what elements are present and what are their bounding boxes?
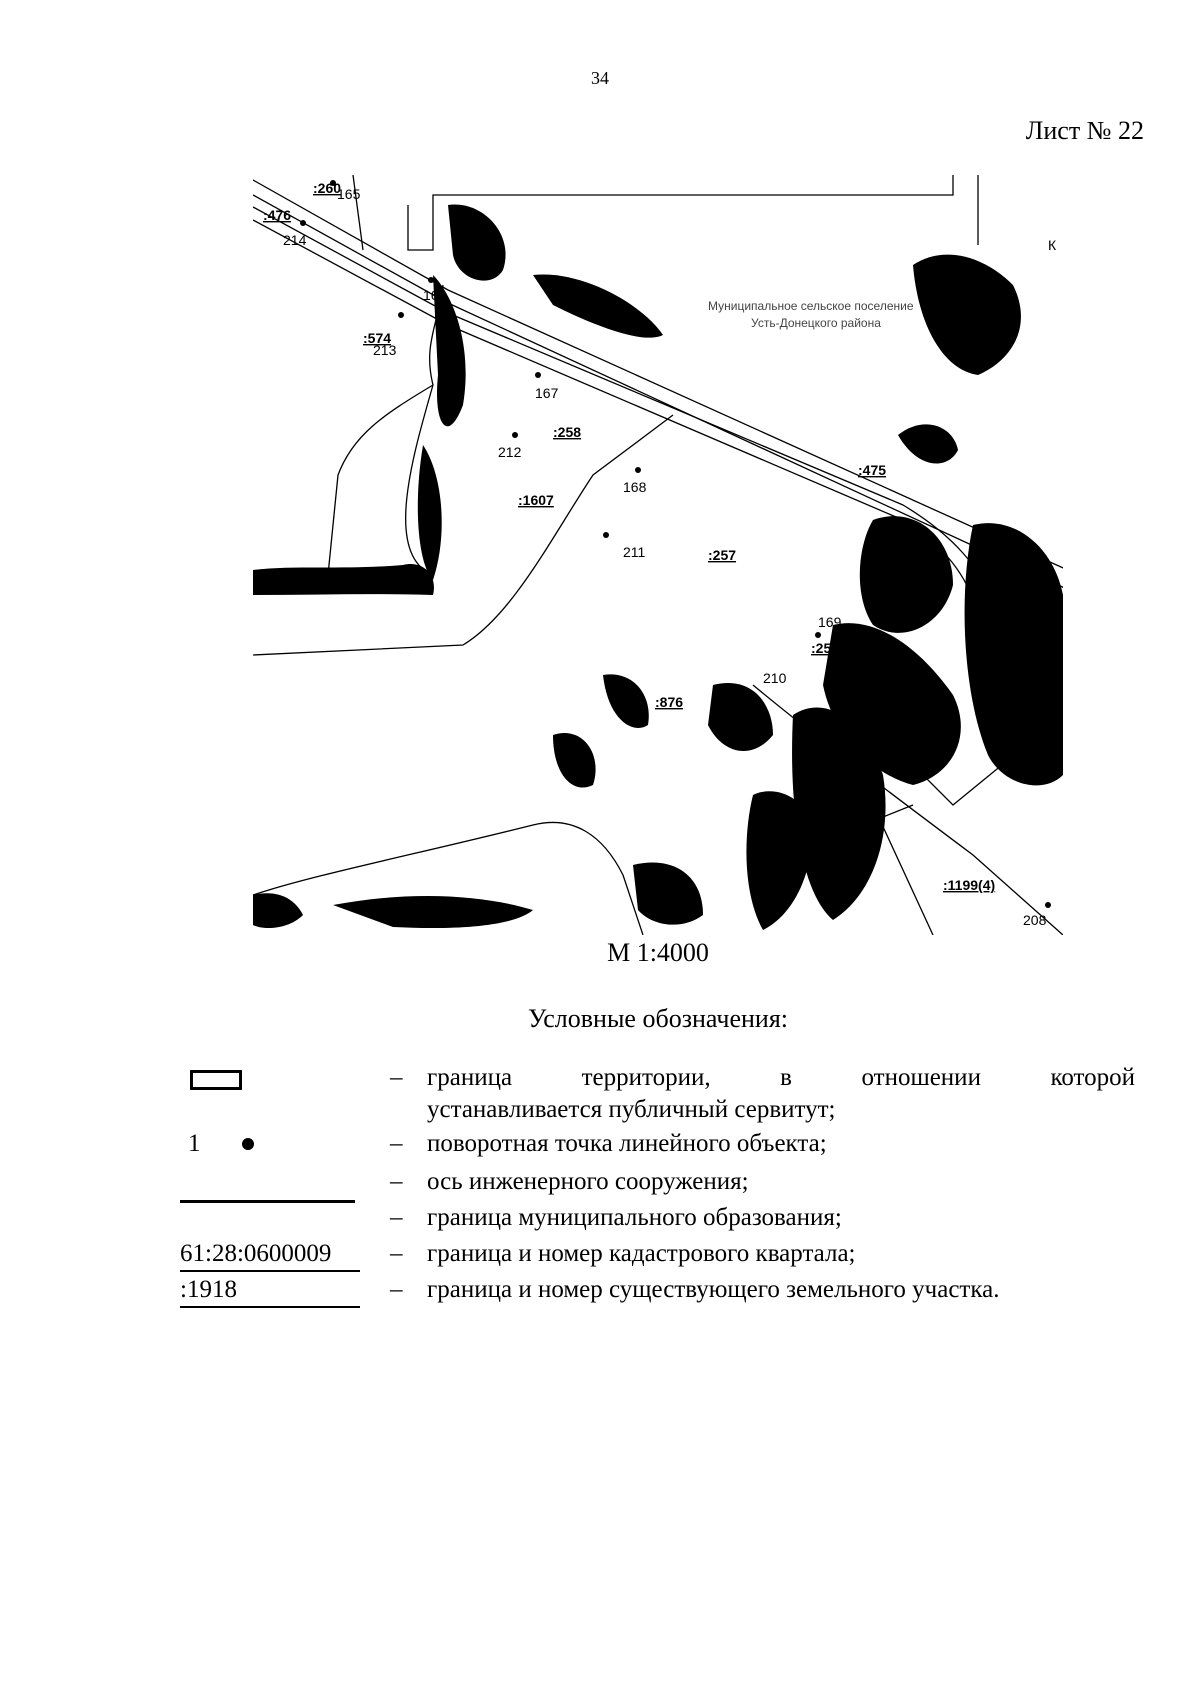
point-label-167: 167 [535, 385, 559, 401]
legend-text: поворотная точка линейного объекта; [427, 1130, 827, 1157]
municipality-text-line2: Усть-Донецкого района [751, 316, 881, 330]
sheet-label: Лист № 22 [1025, 116, 1144, 145]
point-label-166: 166 [423, 287, 447, 303]
point-label-169: 169 [818, 614, 842, 630]
parcel-label-476: :476 [263, 207, 292, 223]
point-label-214: 214 [283, 232, 307, 248]
municipal-boundary-icon [180, 1200, 355, 1203]
turning-point-icon [242, 1138, 254, 1150]
legend-text: граница муниципального образования; [427, 1204, 842, 1231]
parcel-label-1607: :1607 [518, 492, 554, 508]
legend-text-line2: устанавливается публичный сервитут; [427, 1096, 836, 1123]
vegetation-areas [253, 205, 1063, 930]
parcel-label-256: :256 [811, 640, 840, 656]
cadastral-map [253, 175, 1063, 935]
legend-dash: – [390, 1168, 403, 1195]
parcel-label-475: :475 [858, 462, 887, 478]
parcel-label-1199: :1199(4) [943, 877, 996, 893]
point-label-210: 210 [763, 670, 787, 686]
point-label-208: 208 [1023, 912, 1047, 928]
parcel-label-258: :258 [553, 424, 582, 440]
point-label-213: 213 [373, 342, 397, 358]
legend-text: граница и номер существующего земельного участка. [427, 1276, 1000, 1303]
map-scale: М 1:4000 [607, 938, 709, 967]
parcel-label-574: :574 [363, 330, 392, 346]
point-label-212: 212 [498, 444, 522, 460]
parcel-label-257: :257 [708, 547, 737, 563]
easement-boundary-icon [190, 1070, 242, 1090]
cadastral-quarter-number: 61:28:0600009 [180, 1238, 360, 1272]
legend-dash: – [390, 1240, 403, 1267]
legend-title: Условные обозначения: [527, 1004, 789, 1033]
page-number: 34 [591, 68, 609, 88]
point-label-211: 211 [623, 544, 646, 560]
partial-label-k: К [1048, 237, 1057, 253]
partial-label-2: :2 [443, 332, 456, 348]
legend-text-line1: граница территории, в отношении которой [427, 1064, 1135, 1091]
map-canvas [253, 175, 1063, 935]
legend-dash: – [390, 1130, 403, 1157]
legend-dash: – [390, 1276, 403, 1303]
parcel-label-876: :876 [655, 694, 684, 710]
legend-text: ось инженерного сооружения; [427, 1168, 749, 1195]
point-label-165: 165 [337, 186, 361, 202]
legend-text: граница и номер кадастрового квартала; [427, 1240, 856, 1267]
parcel-label-260: :260 [313, 180, 342, 196]
legend-text [427, 1062, 1135, 1126]
legend-dash: – [390, 1204, 403, 1231]
legend-dash: – [390, 1064, 403, 1091]
point-label-168: 168 [623, 479, 647, 495]
municipality-text-line1: Муниципальное сельское поселение [708, 299, 914, 313]
land-parcel-number: :1918 [180, 1274, 360, 1308]
turning-point-number: 1 [188, 1130, 201, 1157]
